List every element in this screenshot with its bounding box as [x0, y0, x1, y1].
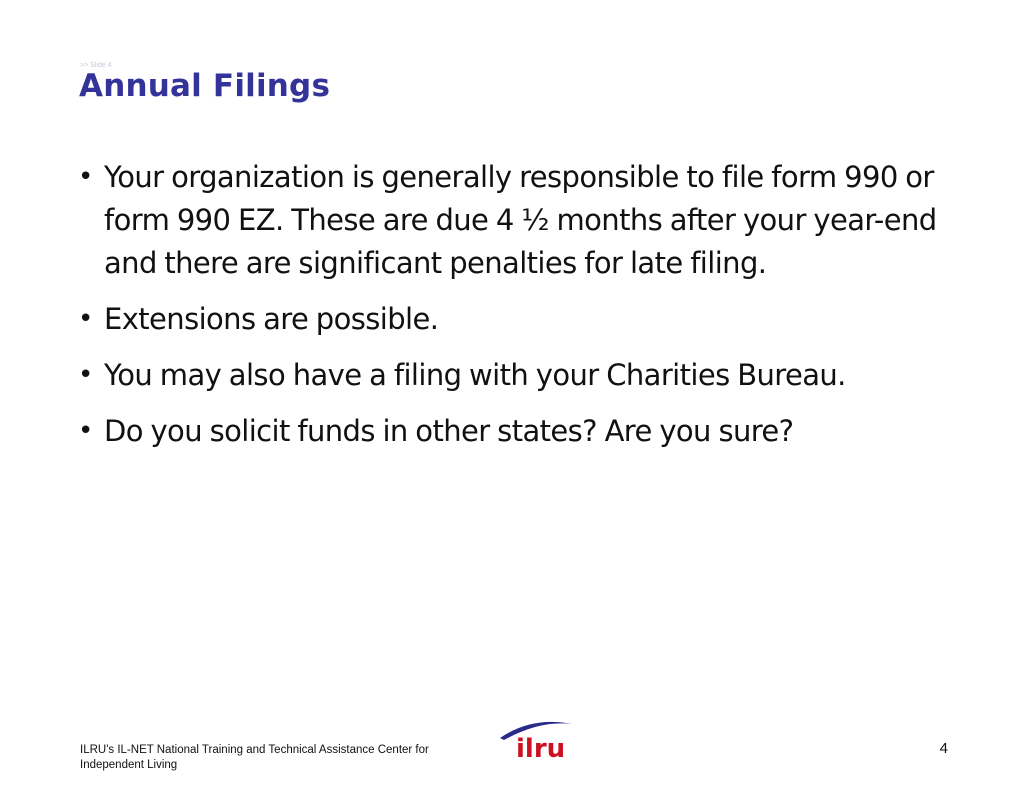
- bullet-item: [78, 156, 958, 285]
- footer-line: Independent Living: [80, 759, 178, 771]
- bullet-item: [78, 410, 958, 453]
- bullet-item: [78, 298, 958, 341]
- bullet-item: [78, 354, 958, 397]
- bullet-text: Do you solicit funds in other states? Are you sure?: [104, 414, 794, 448]
- bullet-list: [78, 156, 958, 466]
- footer-organization: [80, 743, 460, 773]
- bullet-text: Your organization is generally responsible to file form 990 or form 990 EZ. These are due 4 ½ months after your year-end and there are significant penalties for late filing.: [104, 160, 937, 280]
- bullet-dot-icon: •: [78, 360, 93, 390]
- slide-marker: >> Slide 4: [80, 62, 112, 69]
- bullet-text: You may also have a filing with your Charities Bureau.: [104, 358, 846, 392]
- footer-line: ILRU's IL-NET National Training and Technical Assistance Center for: [80, 744, 429, 756]
- slide-title: Annual Filings: [79, 68, 331, 104]
- bullet-dot-icon: •: [78, 416, 93, 446]
- bullet-text: Extensions are possible.: [104, 302, 439, 336]
- bullet-dot-icon: •: [78, 162, 93, 192]
- page-number: 4: [939, 740, 948, 757]
- ilru-logo: [492, 718, 580, 762]
- bullet-dot-icon: •: [78, 304, 93, 334]
- logo-text: ilru: [516, 734, 566, 762]
